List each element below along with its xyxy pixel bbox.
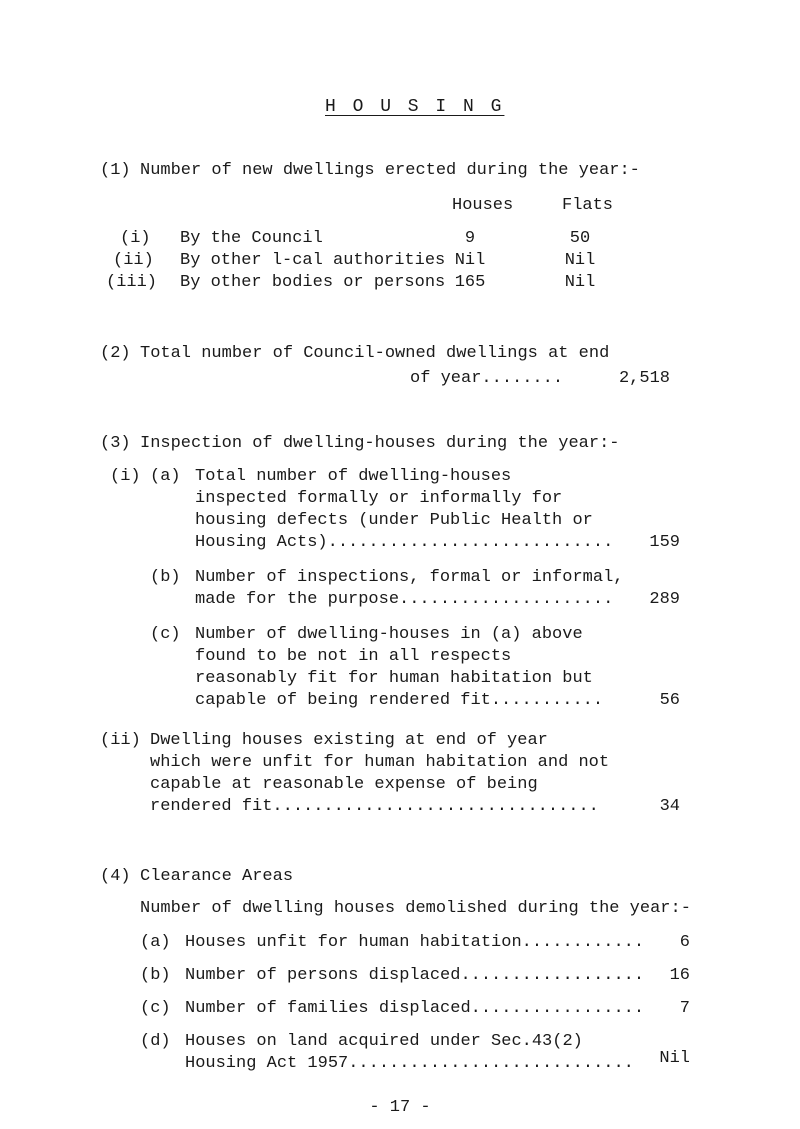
item-4b-label: Number of persons displaced.................. bbox=[185, 966, 645, 985]
flats-column-header: Flats bbox=[562, 196, 614, 215]
item-3c-letter: (c) bbox=[150, 625, 181, 644]
row-2-houses: Nil bbox=[454, 251, 486, 270]
item-3b-letter: (b) bbox=[150, 568, 181, 587]
item-3a-line-2: inspected formally or informally for bbox=[195, 489, 563, 508]
row-2-label: By other l-cal authorities bbox=[180, 251, 446, 270]
item-3c-line-3: reasonably fit for human habitation but bbox=[195, 669, 593, 688]
section-2-line-1: Total number of Council-owned dwellings at end bbox=[140, 344, 610, 363]
item-3b-line-1: Number of inspections, formal or informal, bbox=[195, 568, 624, 587]
row-2-flats: Nil bbox=[564, 251, 596, 270]
item-3b-line-2: made for the purpose..................... bbox=[195, 590, 614, 609]
section-2-line-2: of year........ bbox=[410, 369, 564, 388]
row-1-label: By the Council bbox=[180, 229, 323, 248]
item-4b-letter: (b) bbox=[140, 966, 171, 985]
item-3ii-line-1: Dwelling houses existing at end of year bbox=[150, 731, 548, 750]
item-4d-value: Nil bbox=[659, 1049, 690, 1068]
row-1-number: (i) bbox=[120, 229, 151, 248]
item-4d-line-1: Houses on land acquired under Sec.43(2) bbox=[185, 1032, 583, 1051]
item-4d-line-2: Housing Act 1957............................ bbox=[185, 1054, 634, 1073]
item-3a-line-3: housing defects (under Public Health or bbox=[195, 511, 593, 530]
item-3ii-line-2: which were unfit for human habitation and not bbox=[150, 753, 610, 772]
section-2-number: (2) bbox=[100, 344, 131, 363]
section-3-heading: Inspection of dwelling-houses during the year:- bbox=[140, 434, 620, 453]
section-4-subheading: Number of dwelling houses demolished during the year:- bbox=[140, 899, 691, 918]
row-2-number: (ii) bbox=[113, 251, 154, 270]
row-3-label: By other bodies or persons bbox=[180, 273, 446, 292]
item-4c-value: 7 bbox=[679, 999, 690, 1018]
section-1-number: (1) bbox=[100, 161, 131, 180]
item-4a-value: 6 bbox=[679, 933, 690, 952]
item-3a-line-1: Total number of dwelling-houses bbox=[195, 467, 512, 486]
item-3ii-line-3: capable at reasonable expense of being bbox=[150, 775, 538, 794]
item-3ii-value: 34 bbox=[659, 797, 680, 816]
row-3-number: (iii) bbox=[106, 273, 158, 292]
section-3-number: (3) bbox=[100, 434, 131, 453]
page-number: - 17 - bbox=[369, 1098, 431, 1117]
row-1-flats: 50 bbox=[569, 229, 591, 248]
item-4b-value: 16 bbox=[669, 966, 690, 985]
item-4a-label: Houses unfit for human habitation............ bbox=[185, 933, 645, 952]
item-3c-line-2: found to be not in all respects bbox=[195, 647, 512, 666]
item-4d-letter: (d) bbox=[140, 1032, 171, 1051]
item-3b-value: 289 bbox=[649, 590, 680, 609]
row-1-houses: 9 bbox=[464, 229, 476, 248]
item-3c-line-4: capable of being rendered fit........... bbox=[195, 691, 604, 710]
section-1-heading: Number of new dwellings erected during the year:- bbox=[140, 161, 640, 180]
item-3a-value: 159 bbox=[649, 533, 680, 552]
item-3c-line-1: Number of dwelling-houses in (a) above bbox=[195, 625, 583, 644]
row-3-flats: Nil bbox=[564, 273, 596, 292]
page-title: H O U S I N G bbox=[325, 97, 505, 117]
item-4a-letter: (a) bbox=[140, 933, 171, 952]
section-3-ii-number: (ii) bbox=[100, 731, 141, 750]
section-3-i-number: (i) bbox=[110, 467, 141, 486]
item-3a-line-4: Housing Acts)............................ bbox=[195, 533, 614, 552]
item-4c-letter: (c) bbox=[140, 999, 171, 1018]
item-3ii-line-4: rendered fit................................ bbox=[150, 797, 599, 816]
section-4-heading: Clearance Areas bbox=[140, 867, 294, 886]
item-4c-label: Number of families displaced................. bbox=[185, 999, 645, 1018]
section-4-number: (4) bbox=[100, 867, 131, 886]
council-dwellings-total: 2,518 bbox=[618, 369, 670, 388]
item-3c-value: 56 bbox=[659, 691, 680, 710]
item-3a-letter: (a) bbox=[150, 467, 181, 486]
houses-column-header: Houses bbox=[452, 196, 514, 215]
row-3-houses: 165 bbox=[454, 273, 486, 292]
